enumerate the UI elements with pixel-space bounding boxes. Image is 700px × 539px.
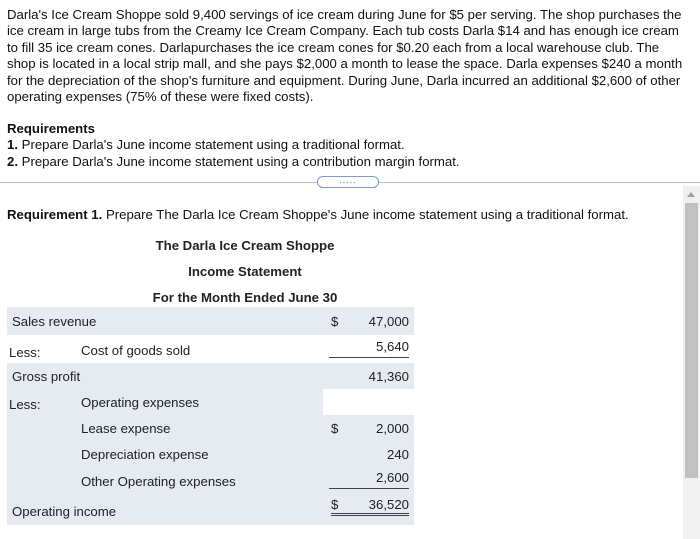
- empty-input-cell[interactable]: [323, 389, 414, 415]
- operating-income-amount-box[interactable]: [331, 497, 409, 516]
- row-depreciation-expense: [7, 441, 414, 467]
- depreciation-expense-label: Depreciation expense: [81, 447, 209, 462]
- sales-dollar-sign: $: [331, 314, 339, 329]
- statement-period: For the Month Ended June 30: [152, 290, 338, 305]
- sales-revenue-amount[interactable]: 47,000: [368, 314, 409, 329]
- requirements-title: Requirements: [7, 121, 95, 136]
- cogs-label: Cost of goods sold: [81, 343, 191, 358]
- scrollbar-thumb[interactable]: [685, 203, 698, 478]
- row-sales-revenue: [7, 307, 414, 335]
- less-label: Less:: [9, 345, 41, 360]
- other-operating-expenses-amount[interactable]: 2,600: [329, 470, 409, 489]
- operating-expenses-label: Operating expenses: [81, 395, 200, 410]
- statement-title: Income Statement: [188, 264, 302, 279]
- lease-dollar-sign: $: [331, 421, 339, 436]
- cogs-amount[interactable]: 5,640: [329, 339, 409, 358]
- other-operating-expenses-label: Other Operating expenses: [81, 474, 236, 489]
- requirement-item-1: [7, 137, 691, 153]
- row-other-operating-expenses: [7, 467, 414, 495]
- requirement-number: 2.: [7, 153, 18, 169]
- gross-profit-amount[interactable]: 41,360: [368, 369, 409, 384]
- problem-text: Darla's Ice Cream Shoppe sold 9,400 servings of ice cream during June for $5 per serving. The shop purchases the ice cream in large tubs from the Creamy Ice Cream Company. Each tub costs Darla $14 and has enough ice cream to fill 35 ice cream cones. Darlapurchases the ice cream cones for $0.20 each from a local warehouse club. The shop is located in a local strip mall, and she pays $2,000 a month to lease the space. Darla expenses $240 a month for the depreciation of the shop's furniture and equipment. During June, Darla incurred an additional $2,600 of other operating expenses (75% of these were fixed costs).: [7, 7, 683, 105]
- lease-expense-label: Lease expense: [81, 421, 171, 436]
- row-operating-expenses: [7, 389, 414, 415]
- requirement-text: Prepare Darla's June income statement using a contribution margin format.: [18, 153, 460, 169]
- depreciation-expense-amount[interactable]: 240: [386, 447, 409, 462]
- row-operating-income: [7, 495, 414, 525]
- company-name: The Darla Ice Cream Shoppe: [155, 238, 335, 253]
- scroll-up-arrow-icon[interactable]: [687, 192, 695, 197]
- less-label: Less:: [9, 397, 41, 412]
- vertical-scrollbar[interactable]: [683, 186, 700, 539]
- sales-revenue-label: Sales revenue: [12, 314, 97, 329]
- row-lease-expense: [7, 415, 414, 441]
- requirement-1-label: Requirement 1.: [7, 207, 103, 222]
- operating-income-amount: 36,520: [368, 497, 409, 512]
- requirement-number: 1.: [7, 137, 18, 153]
- requirement-text: Prepare Darla's June income statement using a traditional format.: [18, 137, 405, 153]
- lease-expense-amount[interactable]: 2,000: [375, 421, 409, 436]
- expand-dots: .....: [339, 175, 357, 185]
- expand-button[interactable]: [317, 176, 379, 188]
- operating-income-dollar-sign: $: [331, 497, 339, 512]
- requirement-1-prompt: [7, 207, 629, 223]
- row-cost-of-goods-sold: [7, 335, 414, 363]
- requirement-item-2: [7, 154, 691, 170]
- requirement-1-text: Prepare The Darla Ice Cream Shoppe's June income statement using a traditional format.: [102, 207, 629, 222]
- gross-profit-label: Gross profit: [12, 369, 81, 384]
- row-gross-profit: [7, 363, 414, 389]
- requirements-section: [7, 121, 691, 170]
- operating-income-label: Operating income: [12, 504, 117, 519]
